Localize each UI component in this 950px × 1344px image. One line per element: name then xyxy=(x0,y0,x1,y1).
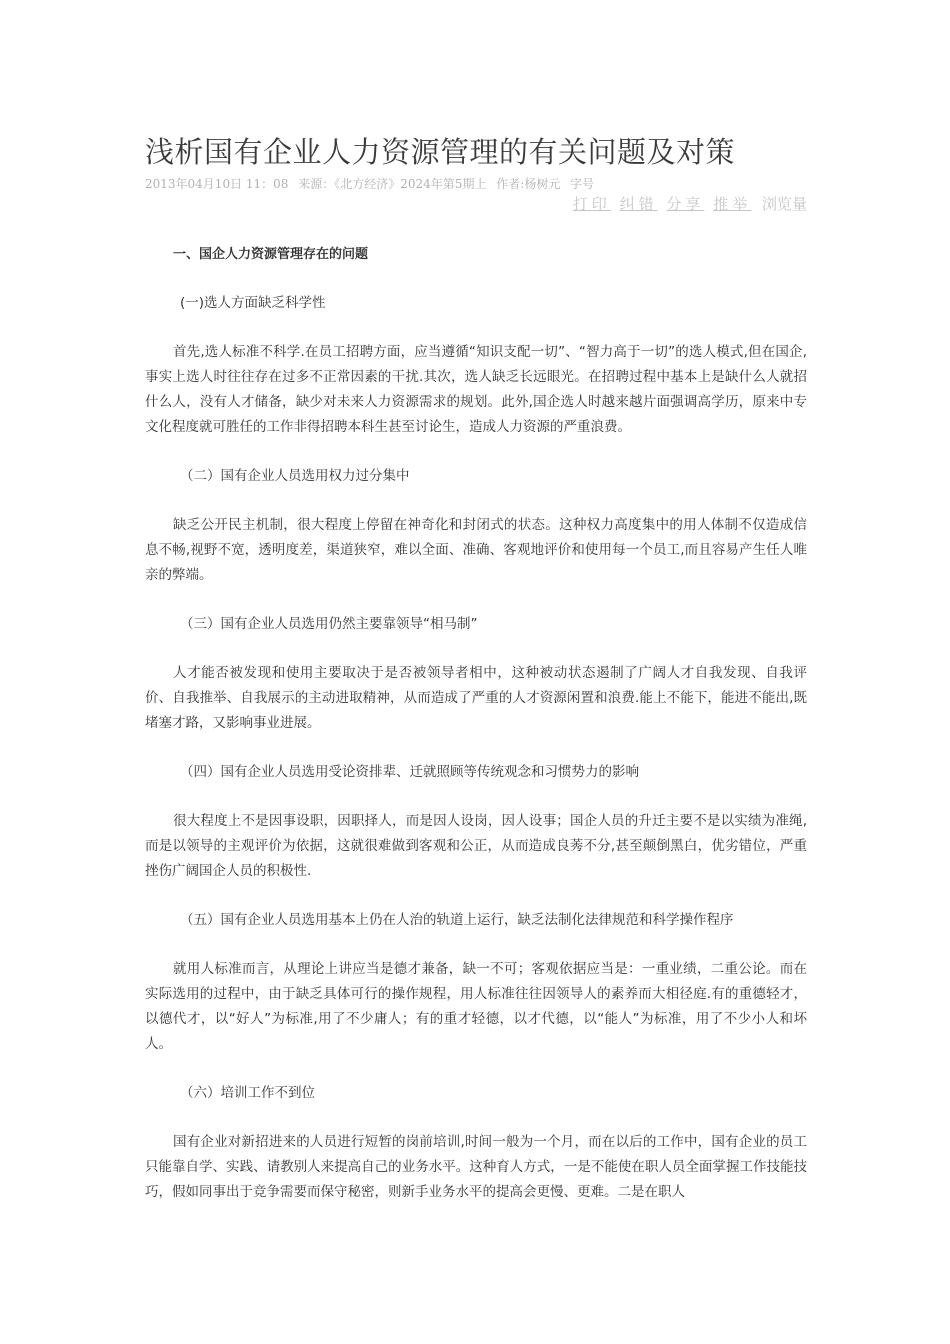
article-title: 浅析国有企业人力资源管理的有关问题及对策 xyxy=(145,135,736,169)
sub-heading-1: (一)选人方面缺乏科学性 xyxy=(180,295,326,311)
paragraph-4: 很大程度上不是因事设职，因职择人，而是因人设岗，因人设事；国企人员的升迁主要不是以实绩为准绳,而是以领导的主观评价为依据，这就很难做到客观和公正，从而造成良莠不分,甚至颠倒黑白，优劣错位，严重挫伤广阔国企人员的积极性. xyxy=(145,813,807,879)
correct-link[interactable]: 纠错 xyxy=(619,195,658,213)
print-link[interactable]: 打印 xyxy=(572,195,611,213)
sub-heading-2: （二）国有企业人员选用权力过分集中 xyxy=(180,468,410,484)
recommend-link[interactable]: 推举 xyxy=(713,195,752,213)
sub-heading-3: （三）国有企业人员选用仍然主要靠领导“相马制” xyxy=(180,616,478,632)
article xyxy=(145,130,807,1229)
sub-heading-4: （四）国有企业人员选用受论资排辈、迁就照顾等传统观念和习惯势力的影响 xyxy=(180,764,639,780)
sub-heading-6: （六）培训工作不到位 xyxy=(180,1085,315,1101)
paragraph-6: 国有企业对新招进来的人员进行短暂的岗前培训,时间一般为一个月，而在以后的工作中，国有企业的员工只能靠自学、实践、请教别人来提高自己的业务水平。这种育人方式，一是不能使在职人员全面掌握工作技能技巧，假如同事出于竞争需要而保守秘密，则新手业务水平的提高会更慢、更难。二是在职人 xyxy=(145,1134,807,1200)
article-body xyxy=(145,242,807,1205)
article-meta xyxy=(145,176,807,192)
paragraph-5: 就用人标准而言，从理论上讲应当是德才兼备，缺一不可；客观依据应当是：一重业绩，二重公论。而在实际选用的过程中，由于缺乏具体可行的操作规程，用人标准往往因领导人的素养而大相径庭.有的重德轻才，以德代才，以“好人”为标准,用了不少庸人；有的重才轻德，以才代德，以“能人”为标准，用了不少小人和坏人。 xyxy=(145,961,807,1052)
article-author: 作者:杨树元 xyxy=(496,177,561,191)
paragraph-2: 缺乏公开民主机制，很大程度上停留在神奇化和封闭式的状态。这种权力高度集中的用人体制不仅造成信息不畅,视野不宽，透明度差，渠道狭窄，难以全面、准确、客观地评价和使用每一个员工,而且容易产生任人唯亲的弊端。 xyxy=(145,517,807,583)
article-source: 来源：《北方经济》2024年第5期上 xyxy=(298,177,487,191)
article-toolbar xyxy=(145,193,807,215)
paragraph-3: 人才能否被发现和使用主要取决于是否被领导者相中，这种被动状态遏制了广阔人才自我发现、自我评价、自我推举、自我展示的主动进取精神，从而造成了严重的人才资源闲置和浪费.能上不能下，能进不能出,既堵塞才路，又影响事业进展。 xyxy=(145,665,807,731)
font-size-label[interactable]: 字号 xyxy=(570,177,595,191)
paragraph-1: 首先,选人标准不科学.在员工招聘方面，应当遵循“知识支配一切”、“智力高于一切”的选人模式,但在国企,事实上选人时往往存在过多不正常因素的干扰.其次，选人缺乏长远眼光。在招聘过程中基本上是缺什么人就招什么人，没有人才储备，缺少对未来人力资源需求的规划。此外,国企选人时越来越片面强调高学历，原来中专文化程度就可胜任的工作非得招聘本科生甚至讨论生，造成人力资源的严重浪费。 xyxy=(145,344,807,435)
views-label: 浏览量 xyxy=(761,195,807,213)
publish-date: 2013年04月10日 11：08 xyxy=(145,177,289,191)
sub-heading-5: （五）国有企业人员选用基本上仍在人治的轨道上运行，缺乏法制化法律规范和科学操作程序 xyxy=(180,912,734,928)
share-link[interactable]: 分享 xyxy=(666,195,705,213)
section-heading: 一、国企人力资源管理存在的问题 xyxy=(173,247,369,262)
